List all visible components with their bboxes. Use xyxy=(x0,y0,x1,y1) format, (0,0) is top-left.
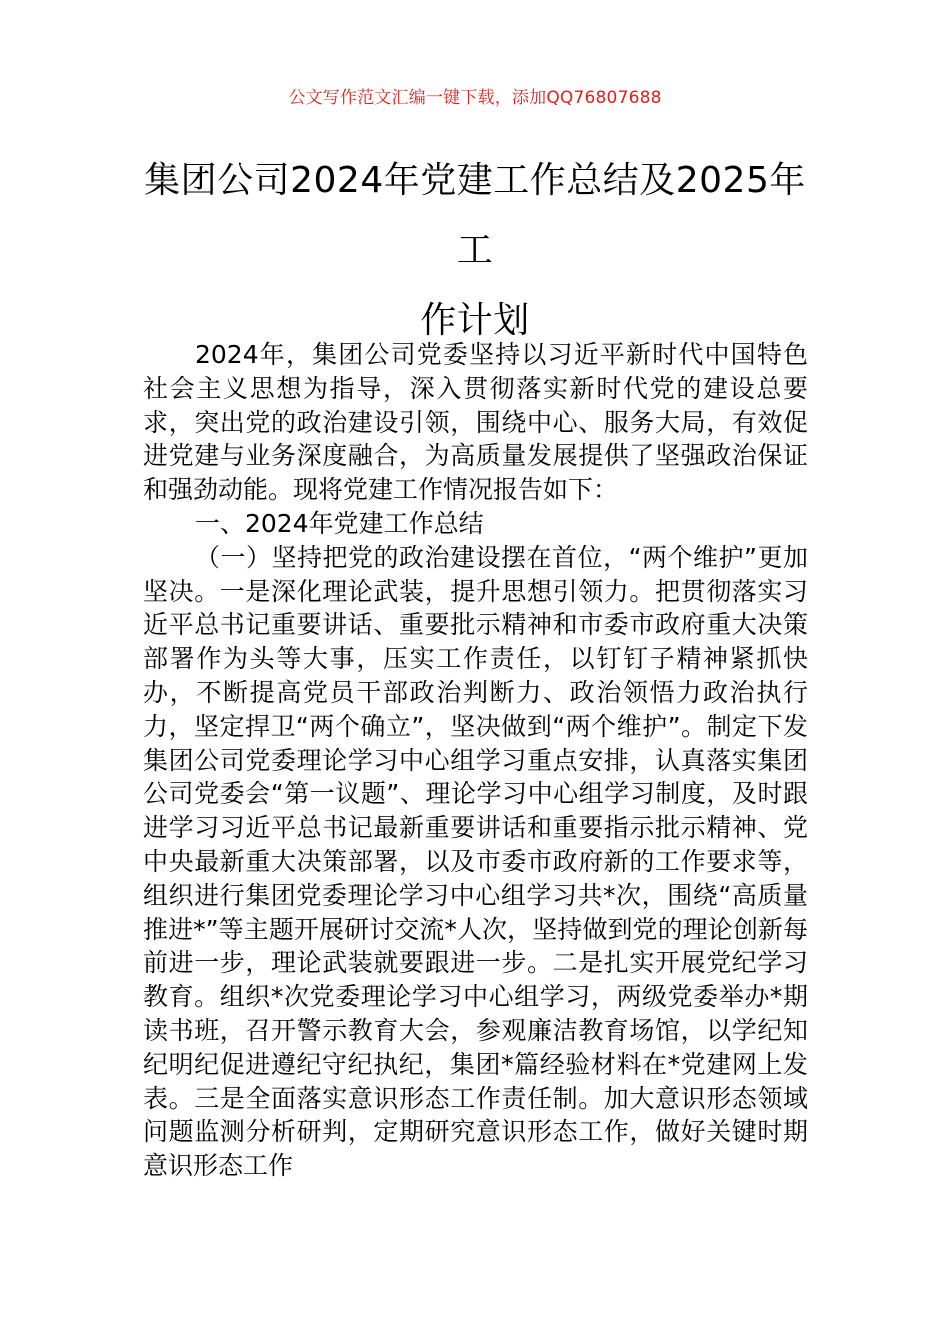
download-banner: 公文写作范文汇编一键下载，添加QQ76807688 xyxy=(288,88,662,108)
document-title xyxy=(130,146,820,356)
title-line-2: 作计划 xyxy=(420,300,530,341)
title-line-1: 集团公司2024年党建工作总结及2025年工 xyxy=(144,160,806,271)
body-paragraph: （一）坚持把党的政治建设摆在首位，“两个维护”更加坚决。一是深化理论武装，提升思想引领力。把贯彻落实习近平总书记重要讲话、重要批示精神和市委市政府重大决策部署作为头等大事，压实工作责任，以钉钉子精神紧抓快办，不断提高党员干部政治判断力、政治领悟力政治执行力，坚定捍卫“两个确立”，坚决做到“两个维护”。制定下发集团公司党委理论学习中心组学习重点安排，认真落实集团公司党委会“第一议题”、理论学习中心组学习制度，及时跟进学习习近平总书记最新重要讲话和重要指示批示精神、党中央最新重大决策部署，以及市委市政府新的工作要求等，组织进行集团党委理论学习中心组学习共*次，围绕“高质量推进*”等主题开展研讨交流*人次，坚持做到党的理论创新每前进一步，理论武装就要跟进一步。二是扎实开展党纪学习教育。组织*次党委理论学习中心组学习，两级党委举办*期读书班，召开警示教育大会，参观廉洁教育场馆，以学纪知纪明纪促进遵纪守纪执纪，集团*篇经验材料在*党建网上发表。三是全面落实意识形态工作责任制。加大意识形态领域问题监测分析研判，定期研究意识形态工作，做好关键时期意识形态工作 xyxy=(143,542,808,1181)
section-heading: 一、2024年党建工作总结 xyxy=(195,508,484,538)
intro-paragraph: 2024年，集团公司党委坚持以习近平新时代中国特色社会主义思想为指导，深入贯彻落实新时代党的建设总要求，突出党的政治建设引领，围绕中心、服务大局，有效促进党建与业务深度融合，为高质量发展提供了坚强政治保证和强劲动能。现将党建工作情况报告如下： xyxy=(143,340,808,505)
document-body xyxy=(143,338,808,1183)
